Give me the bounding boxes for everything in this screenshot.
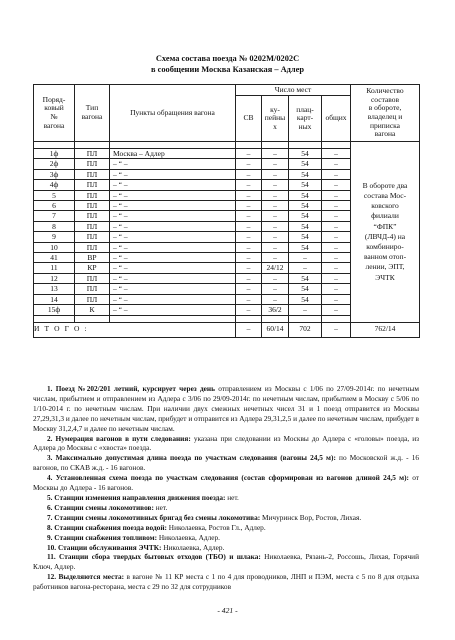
total-kupe: 60/14	[262, 322, 289, 337]
cell-num: 41	[34, 253, 75, 263]
cell-common: –	[322, 273, 351, 283]
cell-type: КР	[75, 263, 110, 273]
cell-plats: –	[289, 305, 322, 315]
cell-sv: –	[236, 305, 262, 315]
cell-route: – “ –	[110, 211, 236, 221]
note-text: Николаевка, Адлер.	[161, 542, 225, 552]
note-text: в вагоне № 11 КР места с 1 по 4 для проводников, ЛНП и ПЭМ, места с 5 по 8 для отдыха работников вагона-ресторана, места с 29 по 32 для сотрудников	[33, 572, 419, 592]
cell-common: –	[322, 190, 351, 200]
cell-plats: 54	[289, 294, 322, 304]
cell-num: 14	[34, 294, 75, 304]
note-text: нет.	[225, 492, 239, 502]
cell-num: 12	[34, 273, 75, 283]
note-heading: 7. Станции смены локомотивных бригад без смены локомотива:	[47, 512, 261, 522]
cell-type: ПЛ	[75, 221, 110, 231]
cell-sv: –	[236, 273, 262, 283]
note-paragraph	[33, 513, 419, 523]
cell-type: ПЛ	[75, 169, 110, 179]
cell-kupe: –	[262, 294, 289, 304]
cell-plats: 54	[289, 201, 322, 211]
cell-common: –	[322, 221, 351, 231]
header-places-group: Число мест	[236, 85, 351, 96]
cell-route: – “ –	[110, 232, 236, 242]
cell-sv: –	[236, 149, 262, 159]
cell-type: ПЛ	[75, 284, 110, 294]
cell-type: ПЛ	[75, 201, 110, 211]
cell-type: ПЛ	[75, 242, 110, 252]
cell-kupe: –	[262, 284, 289, 294]
cell-route: – “ –	[110, 294, 236, 304]
note-heading: 1. Поезд №202/201 летний, курсирует через день	[47, 384, 215, 393]
cell-type: ПЛ	[75, 149, 110, 159]
cell-plats: 54	[289, 221, 322, 231]
cell-sv: –	[236, 263, 262, 273]
train-composition-table	[33, 84, 420, 338]
cell-type: ПЛ	[75, 180, 110, 190]
page-subtitle: в сообщении Москва Казанская – Адлер	[151, 65, 304, 74]
cell-sv: –	[236, 190, 262, 200]
note-paragraph	[33, 473, 419, 493]
cell-route: – “ –	[110, 221, 236, 231]
note-text: Николаевка, Адлер.	[157, 532, 220, 542]
cell-common: –	[322, 169, 351, 179]
note-text: Николаевка, Ростов Гл., Адлер.	[166, 522, 266, 532]
cell-type: ПЛ	[75, 273, 110, 283]
note-paragraph	[33, 503, 419, 513]
total-sv: –	[236, 322, 262, 337]
cell-kupe: 24/12	[262, 263, 289, 273]
note-text: отправлением из Москвы с 1/06 по 27/09-2014г. по нечетным числам, прибытием и отправлением из Адлера с 3/06 по 29/09-2014г. по нечетным числам, прибытием в Москву с 5/06 по 1/10-2014 г. по нечетным числам. При наличии двух смежных нечетных чисел 31 и 1 поезд отправится из Москвы 27,29,31,3 и далее по нечетным числам, прибудет и отправится из Адлера 29,31,2,5 и далее по нечетным числам, прибудет в Москву 31,2,4,7 и далее по нечетным числам.	[33, 384, 420, 433]
cell-common: –	[322, 305, 351, 315]
note-heading: 12. Выделяются места:	[47, 572, 125, 582]
cell-kupe: –	[262, 149, 289, 159]
cell-route: – “ –	[110, 253, 236, 263]
note-heading: 11. Станции сбора твердых бытовых отходов (ТБО) и шлака:	[47, 552, 261, 562]
note-paragraph	[33, 523, 419, 533]
cell-route: – “ –	[110, 201, 236, 211]
cell-kupe: –	[262, 169, 289, 179]
note-heading: 3. Максимально допустимая длина поезда по участкам следования (вагоны 24,5 м):	[47, 453, 336, 463]
cell-common: –	[322, 294, 351, 304]
cell-sv: –	[236, 180, 262, 190]
cell-num: 3ф	[34, 169, 75, 179]
cell-plats: 54	[289, 180, 322, 190]
note-heading: 5. Станции изменения направления движения поезда:	[47, 492, 226, 502]
note-text: нет.	[153, 502, 168, 512]
cell-route: – “ –	[110, 180, 236, 190]
note-text: Николаевка, Рязань-2, Россошь, Лихая, Горячий Ключ, Адлер.	[33, 552, 419, 572]
cell-sv: –	[236, 242, 262, 252]
cell-sv: –	[236, 253, 262, 263]
cell-plats: –	[289, 253, 322, 263]
cell-kupe: –	[262, 201, 289, 211]
cell-common: –	[322, 211, 351, 221]
cell-plats: –	[289, 263, 322, 273]
cell-num: 1ф	[34, 149, 75, 159]
total-qty: 762/14	[351, 322, 420, 337]
cell-plats: 54	[289, 190, 322, 200]
note-heading: 2. Нумерация вагонов в пути следования:	[47, 433, 191, 443]
cell-plats: 54	[289, 159, 322, 169]
cell-sv: –	[236, 284, 262, 294]
cell-kupe: –	[262, 273, 289, 283]
cell-route: – “ –	[110, 169, 236, 179]
header-order-number: Поряд- ковый № вагона	[34, 85, 75, 142]
cell-sv: –	[236, 169, 262, 179]
cell-num: 6	[34, 201, 75, 211]
cell-route: – “ –	[110, 263, 236, 273]
total-plats: 702	[289, 322, 322, 337]
page-title: Схема состава поезда № 0202М/0202С	[155, 54, 300, 63]
cell-plats: 54	[289, 242, 322, 252]
cell-type: ПЛ	[75, 190, 110, 200]
cell-route: – “ –	[110, 305, 236, 315]
note-heading: 6. Станции смены локомотивов:	[47, 502, 154, 512]
note-text: указана при следовании из Москвы до Адлера с «головы» поезда, из Адлера до Москвы с «хвоста» поезда.	[33, 433, 419, 453]
note-paragraph	[33, 552, 419, 572]
cell-num: 5	[34, 190, 75, 200]
cell-kupe: –	[262, 211, 289, 221]
cell-sv: –	[236, 294, 262, 304]
cell-route: – “ –	[110, 273, 236, 283]
note-text: по Московской ж.д. - 16 вагонов, по СКАВ ж.д. - 16 вагонов.	[33, 453, 419, 473]
cell-num: 4ф	[34, 180, 75, 190]
cell-kupe: –	[262, 253, 289, 263]
notes-section	[33, 384, 419, 592]
header-route-points: Пункты обращения вагона	[110, 85, 236, 142]
composition-note: В обороте два состава Мос- ковского филиали “ФПК” (ЛВЧД-4) на комбиниро- ванном отоп- лении, ЭПТ, ЭЧТК	[351, 142, 420, 323]
total-common: –	[322, 322, 351, 337]
total-row	[34, 322, 420, 337]
cell-num: 8	[34, 221, 75, 231]
cell-sv: –	[236, 201, 262, 211]
cell-route: – “ –	[110, 159, 236, 169]
note-heading: 4. Установленная схема поезда по участкам следования (состав сформирован из вагонов длиной 24,5 м):	[47, 473, 409, 483]
cell-plats: 54	[289, 284, 322, 294]
cell-num: 9	[34, 232, 75, 242]
header-car-type: Тип вагона	[75, 85, 110, 142]
cell-common: –	[322, 242, 351, 252]
note-paragraph	[33, 543, 419, 553]
cell-sv: –	[236, 211, 262, 221]
cell-type: ПЛ	[75, 232, 110, 242]
cell-num: 7	[34, 211, 75, 221]
cell-kupe: 36/2	[262, 305, 289, 315]
header-kupe: ку- пейны х	[262, 96, 289, 142]
cell-num: 2ф	[34, 159, 75, 169]
cell-route: – “ –	[110, 190, 236, 200]
cell-type: ПЛ	[75, 294, 110, 304]
cell-route: Москва – Адлер	[110, 149, 236, 159]
cell-num: 11	[34, 263, 75, 273]
cell-kupe: –	[262, 159, 289, 169]
note-heading: 9. Станции снабжения топливом:	[47, 532, 158, 542]
cell-route: – “ –	[110, 242, 236, 252]
cell-plats: 54	[289, 169, 322, 179]
page-number: - 421 -	[217, 606, 238, 615]
cell-plats: 54	[289, 232, 322, 242]
cell-plats: 54	[289, 211, 322, 221]
header-quantity: Количество составов в обороте, владелец и приписка вагона	[351, 85, 420, 142]
cell-sv: –	[236, 232, 262, 242]
cell-kupe: –	[262, 232, 289, 242]
header-platskart: плац- карт- ных	[289, 96, 322, 142]
cell-common: –	[322, 263, 351, 273]
cell-common: –	[322, 149, 351, 159]
note-heading: 8. Станции снабжения поезда водой:	[47, 522, 167, 532]
note-paragraph	[33, 533, 419, 543]
cell-type: ВР	[75, 253, 110, 263]
cell-plats: 54	[289, 149, 322, 159]
cell-common: –	[322, 232, 351, 242]
cell-plats: 54	[289, 273, 322, 283]
note-paragraph	[33, 572, 419, 592]
cell-kupe: –	[262, 221, 289, 231]
cell-route: – “ –	[110, 284, 236, 294]
cell-common: –	[322, 180, 351, 190]
note-paragraph	[33, 493, 419, 503]
note-paragraph	[33, 434, 419, 454]
header-sv: СВ	[236, 96, 262, 142]
cell-num: 15ф	[34, 305, 75, 315]
cell-num: 10	[34, 242, 75, 252]
header-common: общих	[322, 96, 351, 142]
cell-num: 13	[34, 284, 75, 294]
cell-common: –	[322, 284, 351, 294]
note-paragraph	[33, 384, 419, 434]
cell-sv: –	[236, 221, 262, 231]
cell-kupe: –	[262, 180, 289, 190]
total-label: И Т О Г О :	[34, 322, 236, 337]
note-text: от Москвы до Адлера - 16 вагонов.	[33, 473, 419, 493]
note-text: Мичуринск Вор, Ростов, Лихая.	[260, 512, 362, 522]
cell-type: ПЛ	[75, 159, 110, 169]
cell-common: –	[322, 159, 351, 169]
cell-kupe: –	[262, 190, 289, 200]
cell-common: –	[322, 201, 351, 211]
note-paragraph	[33, 453, 419, 473]
cell-type: ПЛ	[75, 211, 110, 221]
cell-common: –	[322, 253, 351, 263]
cell-kupe: –	[262, 242, 289, 252]
cell-type: К	[75, 305, 110, 315]
note-heading: 10. Станции обслуживания ЭЧТК:	[47, 542, 162, 552]
cell-sv: –	[236, 159, 262, 169]
